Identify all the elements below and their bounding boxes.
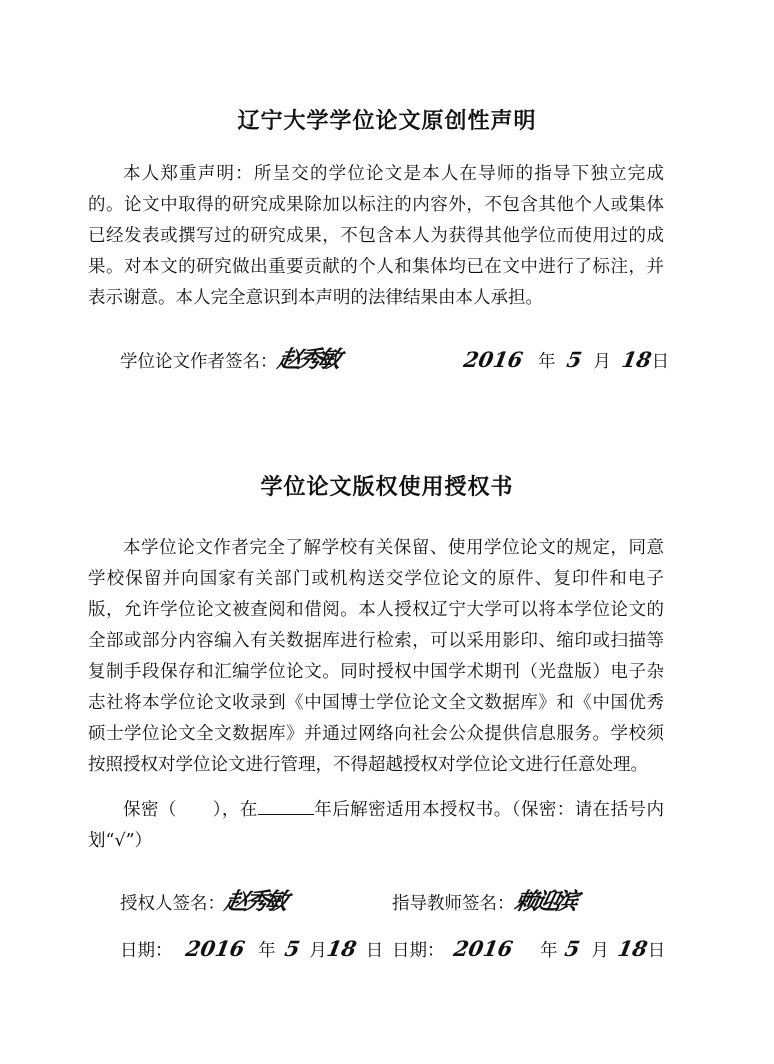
- advisor-signature: 赖迎滨: [511, 888, 578, 915]
- authorization-title: 学位论文版权使用授权书: [260, 475, 514, 500]
- declaration-body: 本人郑重声明：所呈交的学位论文是本人在导师的指导下独立完成的。论文中取得的研究成果除加以标注的内容外，不包含其他个人或集体已经发表或撰写过的研究成果，不包含本人为获得其他学位而使用过的成果。对本文的研究做出重要贡献的个人和集体均已在文中进行了标注，并表示谢意。本人完全意识到本声明的法律结果由本人承担。: [88, 164, 664, 308]
- grantor-date: [120, 937, 383, 963]
- grantor-signature-label: 授权人签名：: [120, 894, 225, 914]
- declaration-date: [461, 347, 670, 374]
- author-signature-label: 学位论文作者签名：: [120, 352, 278, 372]
- declaration-title: 辽宁大学学位论文原创性声明: [237, 109, 537, 134]
- month-label: 月: [593, 352, 611, 372]
- advisor-date-day: 18: [616, 936, 650, 961]
- advisor-date-year: 2016: [451, 936, 515, 961]
- declaration-date-day: 18: [620, 347, 654, 372]
- author-signature-line: [120, 346, 341, 374]
- grantor-year-label: 年: [258, 941, 276, 961]
- secrecy-years-blank: [258, 796, 314, 815]
- advisor-signature-line: [392, 888, 578, 916]
- authorization-body: 本学位论文作者完全了解学校有关保留、使用学位论文的规定，同意学校保留并向国家有关部门或机构送交学位论文的原件、复印件和电子版，允许学位论文被查阅和借阅。本人授权辽宁大学可以将本学位论文的全部或部分内容编入有关数据库进行检索，可以采用影印、缩印或扫描等复制手段保存和汇编学位论文。同时授权中国学术期刊（光盘版）电子杂志社将本学位论文收录到《中国博士学位论文全文数据库》和《中国优秀硕士学位论文全文数据库》并通过网络向社会公众提供信息服务。学校须按照授权对学位论文进行管理，不得超越授权对学位论文进行任意处理。: [88, 538, 664, 775]
- advisor-date-month: 5: [563, 936, 583, 961]
- author-signature: 赵秀敏: [274, 346, 341, 373]
- advisor-signature-label: 指导教师签名：: [392, 894, 515, 914]
- secrecy-suffix: 年后解密适用本授权书。（保密：请在括号内划“√”）: [88, 800, 665, 851]
- secrecy-prefix: 保密（ ），在: [123, 800, 258, 820]
- day-label: 日: [651, 352, 670, 372]
- grantor-date-day: 18: [324, 936, 359, 961]
- grantor-date-label: 日期：: [120, 941, 173, 961]
- advisor-year-label: 年: [540, 941, 558, 961]
- advisor-date: [392, 937, 665, 963]
- year-label: 年: [538, 352, 556, 372]
- grantor-signature-line: [120, 888, 288, 916]
- advisor-month-label: 月: [591, 941, 609, 961]
- grantor-day-label: 日: [365, 941, 384, 961]
- declaration-date-year: 2016: [461, 347, 525, 372]
- secrecy-clause: [88, 795, 664, 857]
- grantor-signature: 赵秀敏: [222, 888, 288, 915]
- grantor-date-year: 2016: [183, 936, 247, 961]
- declaration-date-month: 5: [564, 347, 585, 372]
- advisor-date-label: 日期：: [392, 941, 445, 961]
- advisor-day-label: 日: [647, 941, 666, 961]
- grantor-month-label: 月: [309, 941, 327, 961]
- grantor-date-month: 5: [283, 936, 303, 961]
